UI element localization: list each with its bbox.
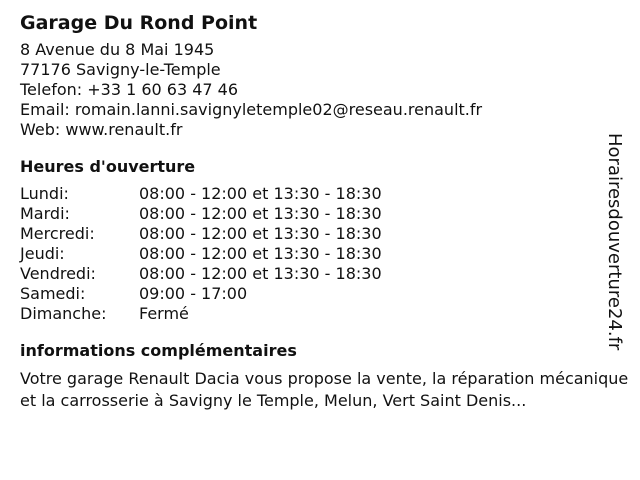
- hours-heading: Heures d'ouverture: [20, 157, 196, 176]
- hours-row: [20, 224, 382, 244]
- hours-row: [20, 184, 382, 204]
- hours-value: 08:00 - 12:00 et 13:30 - 18:30: [139, 184, 382, 203]
- hours-day: Dimanche:: [20, 304, 107, 323]
- hours-value: 08:00 - 12:00 et 13:30 - 18:30: [139, 264, 382, 283]
- hours-day: Lundi:: [20, 184, 69, 203]
- hours-day: Vendredi:: [20, 264, 96, 283]
- hours-row: [20, 284, 382, 304]
- garage-name: Garage Du Rond Point: [20, 12, 258, 34]
- hours-value: 08:00 - 12:00 et 13:30 - 18:30: [139, 244, 382, 263]
- hours-day: Samedi:: [20, 284, 86, 303]
- hours-day: Mardi:: [20, 204, 70, 223]
- hours-value: 08:00 - 12:00 et 13:30 - 18:30: [139, 204, 382, 223]
- hours-value: 08:00 - 12:00 et 13:30 - 18:30: [139, 224, 382, 243]
- email-line: Email: romain.lanni.savignyletemple02@reseau.renault.fr: [20, 100, 483, 119]
- hours-value: Fermé: [139, 304, 189, 323]
- hours-day: Mercredi:: [20, 224, 95, 243]
- web-line: Web: www.renault.fr: [20, 120, 183, 139]
- site-watermark: Horairesdouverture24.fr: [604, 133, 625, 351]
- phone-line: Telefon: +33 1 60 63 47 46: [20, 80, 239, 99]
- hours-row: [20, 204, 382, 224]
- hours-row: [20, 304, 382, 324]
- opening-hours-table: [20, 184, 382, 324]
- info-heading: informations complémentaires: [20, 341, 297, 360]
- hours-row: [20, 244, 382, 264]
- garage-card: [20, 10, 629, 412]
- hours-row: [20, 264, 382, 284]
- address-city: 77176 Savigny-le-Temple: [20, 60, 221, 79]
- info-text: Votre garage Renault Dacia vous propose la vente, la réparation mécanique et la carrosserie à Savigny le Temple, Melun, Vert Saint Denis...: [20, 369, 629, 410]
- hours-value: 09:00 - 17:00: [139, 284, 248, 303]
- address-street: 8 Avenue du 8 Mai 1945: [20, 40, 215, 59]
- hours-day: Jeudi:: [20, 244, 65, 263]
